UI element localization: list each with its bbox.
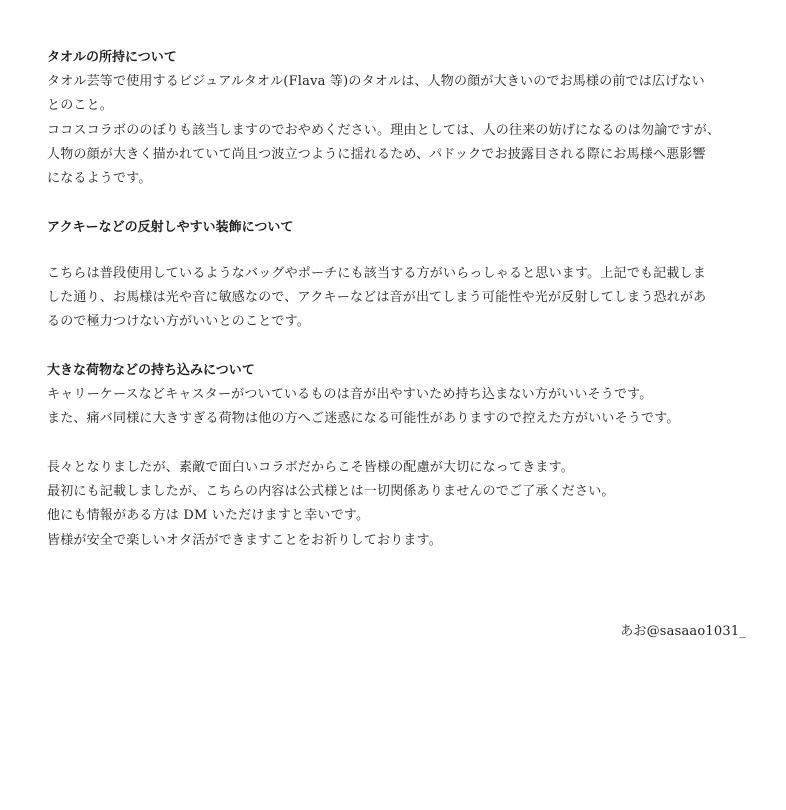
paragraph-line: になるようです。	[47, 171, 152, 187]
author-signature: あお@sasaao1031_	[620, 624, 746, 639]
paragraph-line: 人物の顔が大きく描かれていて尚且つ波立つように揺れるため、パドックでお披露目される際にお馬様へ悪影響	[47, 146, 706, 162]
section-towels	[47, 46, 747, 191]
spacer	[47, 432, 747, 456]
paragraph-line: ココスコラボののぼりも該当しますのでおやめください。理由としては、人の往来の妨げになるのは勿論ですが、	[47, 122, 721, 138]
spacer	[47, 191, 747, 215]
closing-line: 長々となりましたが、素敵で面白いコラボだからこそ皆様の配慮が大切になってきます。	[47, 459, 574, 475]
paragraph-line: タオル芸等で使用するビジュアルタオル(Flava 等)のタオルは、人物の顔が大きいのでお馬様の前では広げない	[47, 74, 705, 89]
section-heading: アクキーなどの反射しやすい装飾について	[47, 219, 294, 235]
paragraph-line: した通り、お馬様は光や音に敏感なので、アクキーなどは音が出てしまう可能性や光が反射してしまう恐れがあ	[47, 290, 707, 306]
spacer	[47, 335, 747, 359]
paragraph-line: キャリーケースなどキャスターがついているものは音が出やすいため持ち込まない方がいいそうです。	[47, 386, 653, 402]
closing-remarks	[47, 456, 747, 553]
section-heading: 大きな荷物などの持ち込みについて	[47, 362, 255, 378]
spacer	[47, 240, 747, 262]
paragraph-line: とのこと。	[47, 98, 114, 114]
section-heading: タオルの所持について	[47, 50, 177, 65]
paragraph-line: こちらは普段使用しているようなバッグやポーチにも該当する方がいらっしゃると思います。上記でも記載しま	[47, 265, 706, 281]
document-body	[47, 46, 747, 553]
closing-line: 最初にも記載しましたが、こちらの内容は公式様とは一切関係ありませんのでご了承ください。	[47, 484, 615, 500]
section-large-luggage	[47, 359, 747, 432]
closing-line: 他にも情報がある方は DM いただけますと幸いです。	[47, 508, 370, 524]
section-reflective-accessories	[47, 216, 747, 335]
paragraph-line: るので極力つけない方がいいとのことです。	[47, 314, 310, 330]
closing-line: 皆様が安全で楽しいオタ活ができますことをお祈りしております。	[47, 532, 442, 548]
paragraph-line: また、痛バ同様に大きすぎる荷物は他の方へご迷惑になる可能性がありますので控えた方がいいそうです。	[47, 411, 680, 427]
